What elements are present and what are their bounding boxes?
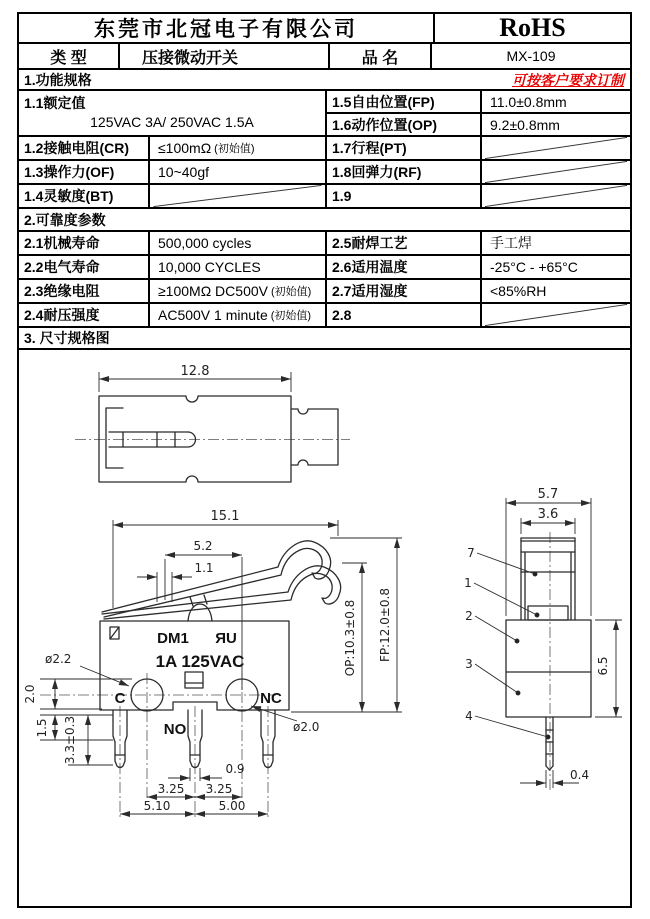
spec-sheet: [17, 12, 632, 908]
spec-label: 1.4灵敏度(BT): [24, 188, 114, 204]
dim-325r-label: 3.25: [205, 782, 233, 796]
spec-value: -25°C - +65°C: [480, 256, 630, 278]
dimension-drawing: [19, 350, 630, 906]
section1-title: 1.功能规格: [24, 71, 92, 88]
spec-value: <85%RH: [480, 280, 630, 302]
section3-title: 3. 尺寸规格图: [24, 330, 110, 346]
section2-title-row: [19, 209, 630, 232]
terminal-no-label: NO: [163, 721, 187, 738]
callout-4: 4: [465, 709, 473, 723]
table-row: [19, 185, 630, 209]
spec-label: 2.6适用温度: [325, 256, 480, 278]
op-value: 9.2±0.8mm: [480, 114, 630, 135]
dim-36-label: 3.6: [537, 507, 559, 522]
empty-cell: [480, 161, 630, 183]
rohs-mark: RoHS: [433, 14, 630, 42]
rated-value-cell: [19, 91, 325, 135]
table-row: [19, 280, 630, 304]
dim-top-width-label: 12.8: [180, 364, 210, 379]
dim-09-label: 0.9: [225, 762, 245, 776]
dim-fp-label: FP:12.0±0.8: [378, 587, 392, 663]
spec-label: 1.8回弹力(RF): [325, 161, 480, 183]
initial-value-note: (初始值): [270, 286, 312, 298]
callout-2: 2: [465, 609, 473, 623]
dim-04-label: 0.4: [570, 768, 590, 782]
dim-52-label: 5.2: [193, 539, 213, 553]
empty-cell: [148, 185, 325, 207]
spec-label: 2.2电气寿命: [24, 259, 100, 275]
type-value: 压接微动开关: [118, 44, 328, 68]
customization-note: 可按客户要求订制: [512, 71, 624, 88]
rated-label: 1.1额定值: [24, 95, 86, 111]
dim-65-label: 6.5: [596, 656, 610, 676]
dim-57-label: 5.7: [537, 487, 559, 502]
dim-20-label: 2.0: [23, 684, 37, 704]
part-name-label: 品 名: [328, 44, 430, 68]
rated-value-row: [19, 91, 630, 137]
slash-mark: [482, 137, 630, 159]
initial-value-note: (初始值): [214, 143, 255, 155]
spec-label: 2.3绝缘电阻: [24, 283, 100, 299]
section1-title-row: [19, 70, 630, 91]
terminal-nc-label: NC: [260, 690, 282, 707]
slash-mark: [482, 304, 630, 326]
part-number: MX-109: [430, 44, 630, 68]
slash-mark: [482, 161, 630, 183]
callout-1: 1: [464, 576, 472, 590]
fp-value: 11.0±0.8mm: [480, 91, 630, 112]
spec-label: 2.8: [325, 304, 480, 326]
section3-title-row: [19, 328, 630, 350]
model-marking: DM1: [157, 630, 189, 647]
fp-label: 1.5自由位置(FP): [325, 91, 480, 112]
spec-value: 500,000 cycles: [148, 232, 325, 254]
table-row: [19, 137, 630, 161]
slash-mark: [482, 185, 630, 207]
dim-151-label: 15.1: [210, 509, 240, 524]
table-row: [19, 161, 630, 185]
spec-label: 2.7适用湿度: [325, 280, 480, 302]
dim-325l-label: 3.25: [157, 782, 185, 796]
top-view-outline: [99, 396, 338, 482]
centerlines: [40, 440, 550, 818]
spec-value: 10~40gf: [148, 161, 325, 183]
empty-cell: [480, 304, 630, 326]
table-row: [19, 256, 630, 280]
spec-value: 10,000 CYCLES: [148, 256, 325, 278]
spec-value: [148, 280, 325, 302]
rating-marking: 1A 125VAC: [155, 652, 245, 671]
rated-value: 125VAC 3A/ 250VAC 1.5A: [90, 114, 254, 130]
spec-label: 2.1机械寿命: [24, 235, 100, 251]
operating-position-row: [325, 114, 630, 135]
dim-500-label: 5.00: [218, 799, 246, 813]
spec-label: 1.3操作力(OF): [24, 164, 115, 180]
dia-20-label: ø2.0: [293, 720, 320, 734]
company-name: 东莞市北冠电子有限公司: [94, 18, 358, 41]
spec-value: 手工焊: [480, 232, 630, 254]
spec-label: 1.2接触电阻(CR): [24, 140, 130, 156]
callout-3: 3: [465, 657, 473, 671]
dim-11-label: 1.1: [194, 561, 214, 575]
table-row: [19, 304, 630, 328]
empty-cell: [480, 137, 630, 159]
dim-op-label: OP:10.3±0.8: [343, 599, 357, 677]
spec-label: 1.9: [325, 185, 480, 207]
empty-cell: [480, 185, 630, 207]
callout-7: 7: [467, 546, 475, 560]
type-label: 类 型: [50, 49, 87, 67]
free-position-row: [325, 91, 630, 114]
section2-title: 2.可靠度参数: [24, 211, 106, 228]
type-row: [19, 44, 630, 70]
slash-mark: [150, 185, 325, 207]
ul-recognized-icon: ЯU: [215, 630, 237, 647]
dimension-drawing-area: [19, 350, 630, 906]
header-row: [19, 14, 630, 44]
table-row: [19, 232, 630, 256]
dim-15-label: 1.5: [35, 718, 49, 738]
spec-value-text: ≥100MΩ DC500V: [158, 283, 268, 299]
spec-label: 2.5耐焊工艺: [325, 232, 480, 254]
dia-22-label: ø2.2: [45, 652, 72, 666]
terminal-c-label: C: [114, 690, 126, 707]
spec-value-text: AC500V 1 minute: [158, 307, 268, 323]
op-label: 1.6动作位置(OP): [325, 114, 480, 135]
spec-label: 2.4耐压强度: [24, 307, 100, 323]
spec-value-text: ≤100mΩ: [158, 140, 212, 156]
spec-value: [148, 304, 325, 326]
dim-33-label: 3.3±0.3: [63, 715, 77, 765]
spec-label: 1.7行程(PT): [325, 137, 480, 159]
spec-value: [148, 137, 325, 159]
dim-510-label: 5.10: [143, 799, 171, 813]
initial-value-note: (初始值): [270, 310, 312, 322]
